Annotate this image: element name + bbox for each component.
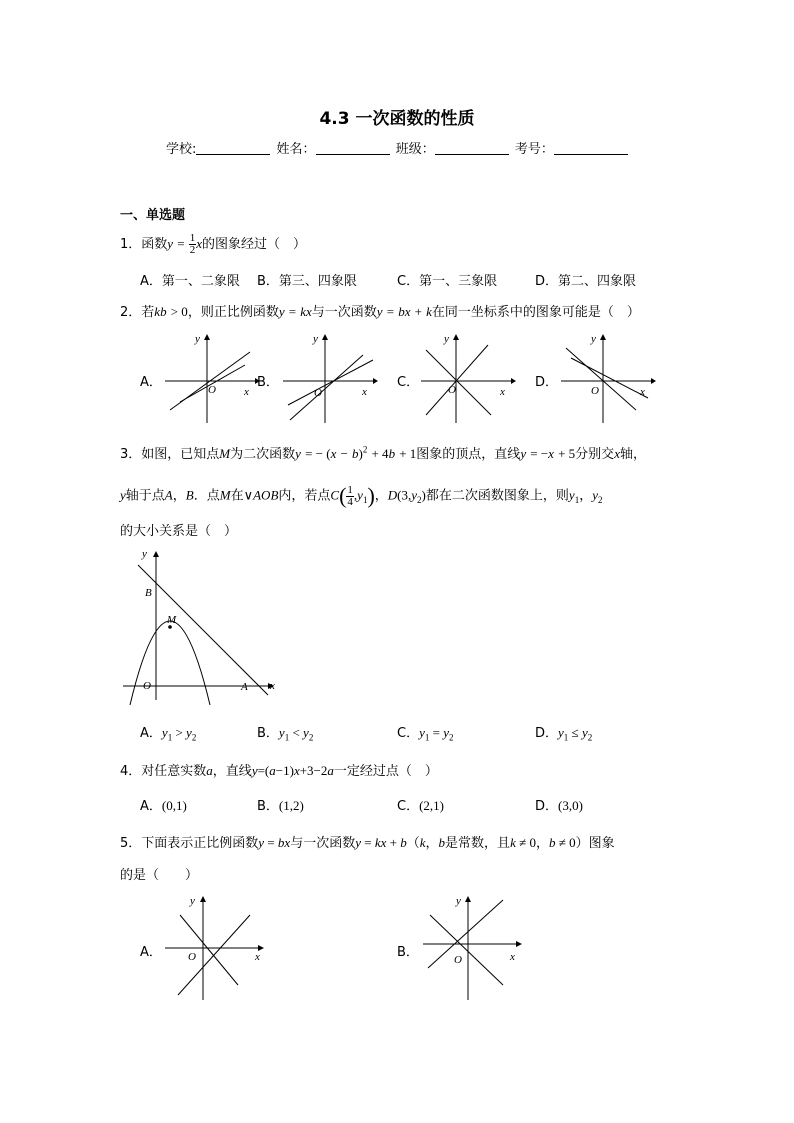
question-5-line-2: 的是（ ）: [120, 868, 199, 883]
y-axis-label: y: [313, 333, 318, 345]
q3-option-c[interactable]: C．$y_1 = y_2$: [397, 725, 454, 743]
name-blank: [316, 142, 390, 155]
question-text: 一定经过点（ ）: [333, 764, 438, 779]
y-axis-label: y: [591, 333, 596, 345]
question-text: 与一次函数: [311, 305, 377, 320]
q2-option-c[interactable]: C．: [397, 375, 420, 390]
q4-option-b[interactable]: B．(1,2): [257, 798, 304, 814]
origin-label: O: [143, 680, 151, 692]
q5-graph-b: [418, 890, 528, 1005]
question-text: 下面表示正比例函数: [141, 836, 259, 851]
q2-graph-c: [416, 330, 516, 425]
q2-graph-d: [556, 330, 656, 425]
question-1: 1．函数y = $\frac{1}{2}$ x的图象经过（ ）: [120, 232, 306, 256]
origin-label: O: [208, 384, 216, 396]
q2-option-b[interactable]: B．: [257, 375, 279, 390]
origin-label: O: [591, 385, 599, 397]
q2-graph-a: [160, 330, 260, 425]
question-text: 分别交: [575, 447, 615, 462]
y-axis-label: y: [190, 895, 195, 907]
x-axis-label: x: [510, 951, 515, 963]
class-blank: [435, 142, 509, 155]
q5-graph-a: [160, 890, 270, 1005]
x-axis-label: x: [270, 680, 275, 692]
page-title: 4.3 一次函数的性质: [319, 109, 475, 129]
x-axis-label: x: [500, 386, 505, 398]
q3-figure: [118, 545, 288, 705]
y-axis-label: y: [142, 548, 147, 560]
point-a-label: A: [241, 681, 248, 693]
q5-option-a[interactable]: A．: [140, 945, 162, 960]
q3-option-a[interactable]: A．$y_1 > y_2$: [140, 725, 197, 743]
question-text: 是常数，且: [445, 836, 511, 851]
question-text: 的图象经过（ ）: [201, 237, 306, 252]
question-number: 3．: [120, 447, 142, 462]
q2-option-d[interactable]: D．: [535, 375, 559, 390]
question-text: 如图，已知点: [141, 447, 220, 462]
class-label: 班级：: [395, 142, 435, 157]
question-5-line-1: 5．下面表示正比例函数y = bx与一次函数y = kx + b（k，b是常数，且k ≠ 0，b ≠ 0）图象: [120, 835, 615, 851]
question-text: ，则正比例函数: [187, 305, 279, 320]
x-axis-label: x: [244, 386, 249, 398]
q2-graph-b: [278, 330, 378, 425]
question-text: 图象的顶点，直线: [416, 447, 521, 462]
q2-option-a[interactable]: A．: [140, 375, 162, 390]
question-number: 2．: [120, 305, 142, 320]
question-text: ，直线: [212, 764, 252, 779]
y-axis-label: y: [456, 895, 461, 907]
question-text: 轴于点: [125, 488, 165, 504]
y-axis-label: y: [195, 333, 200, 345]
origin-label: O: [188, 951, 196, 963]
point-b-label: B: [145, 587, 152, 599]
question-number: 1．: [120, 237, 142, 252]
q4-option-a[interactable]: A．(0,1): [140, 798, 187, 814]
origin-label: O: [454, 954, 462, 966]
origin-label: O: [314, 387, 322, 399]
q1-option-a[interactable]: A．第一、二象限: [140, 274, 240, 289]
question-3-line-1: 3．如图，已知点M为二次函数y = − $(x - b)^2 + 4b + 1$图象的顶点，直线y = −x + 5分别交x轴，: [120, 444, 646, 462]
q4-option-d[interactable]: D．(3,0): [535, 798, 583, 814]
origin-label: O: [448, 384, 456, 396]
question-text: 在同一坐标系中的图象可能是（ ）: [431, 305, 640, 320]
question-3-line-3: 的大小关系是（ ）: [120, 524, 238, 539]
q3-option-b[interactable]: B．$y_1 < y_2$: [257, 725, 314, 743]
x-axis-label: x: [362, 386, 367, 398]
x-axis-label: x: [255, 951, 260, 963]
q5-option-b[interactable]: B．: [397, 945, 419, 960]
section-title: 一、单选题: [120, 208, 186, 223]
q3-option-d[interactable]: D．$y_1 \le y_2$: [535, 725, 593, 743]
question-text: 若: [141, 305, 155, 320]
question-number: 4．: [120, 764, 142, 779]
question-text: （: [406, 836, 420, 851]
name-label: 姓名：: [276, 142, 316, 157]
question-text: 为二次函数: [230, 447, 296, 462]
question-2: 2．若kb > 0，则正比例函数y = kx与一次函数y = bx + k在同一坐标系中的图象可能是（ ）: [120, 304, 640, 320]
question-3-line-2: y轴于点A，B．点M在∨AOB内，若点C( $\frac{1}{4}$ $,y_1$)，$D(3,y_2)$都在二次函数图象上，则$y_1$，$y_2$: [120, 483, 603, 508]
question-text: ．点: [193, 488, 220, 504]
question-text: 对任意实数: [141, 764, 207, 779]
question-text: ，: [374, 488, 388, 504]
school-blank: [196, 142, 270, 155]
question-text: 函数: [141, 237, 168, 252]
y-axis-label: y: [444, 333, 449, 345]
question-text: 内，若点: [278, 488, 331, 504]
question-text: 都在二次函数图象上，则: [425, 488, 569, 504]
question-text: 与一次函数: [290, 836, 356, 851]
question-number: 5．: [120, 836, 142, 851]
x-axis-label: x: [640, 386, 645, 398]
question-text: 在: [230, 488, 244, 504]
q1-option-b[interactable]: B．第三、四象限: [257, 274, 357, 289]
exam-no-label: 考号：: [514, 142, 554, 157]
school-label: 学校:: [166, 142, 197, 157]
question-text: 轴，: [619, 447, 646, 462]
question-text: ）图象: [575, 836, 615, 851]
exam-no-blank: [554, 142, 628, 155]
point-m-label: M: [167, 614, 177, 626]
q1-option-c[interactable]: C．第一、三象限: [397, 274, 498, 289]
student-info-line: [166, 138, 630, 157]
q4-option-c[interactable]: C．(2,1): [397, 798, 444, 814]
q1-option-d[interactable]: D．第二、四象限: [535, 274, 637, 289]
question-4: 4．对任意实数a，直线y=(a−1)x+3−2a一定经过点（ ）: [120, 763, 438, 779]
